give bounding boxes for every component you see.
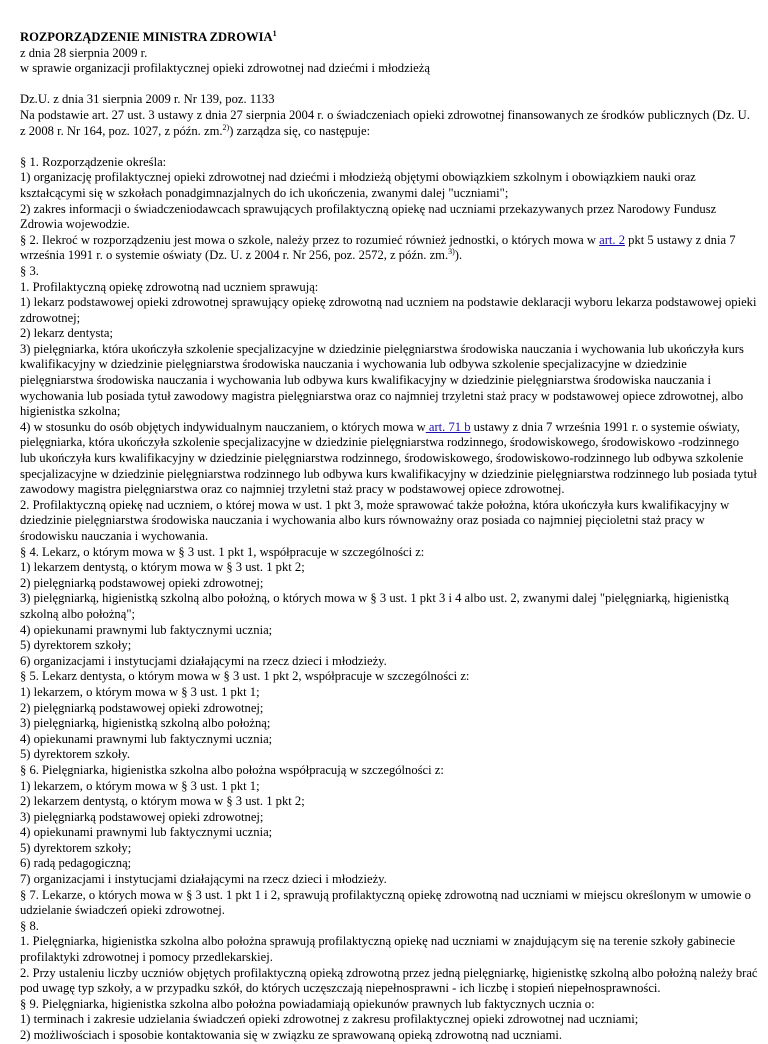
list-item: 5) dyrektorem szkoły.	[20, 747, 131, 762]
document-header	[20, 30, 758, 77]
title-footnote-ref: 1	[272, 28, 277, 38]
regulation-body	[20, 155, 758, 1044]
section-text: 1. Pielęgniarka, higienistka szkolna albo położna sprawują profilaktyczną opiekę nad uczniami w znajdującym się na terenie szkoły gabinecie profilaktyki zdrowotnej i pomocy przedlekarskiej.	[20, 934, 736, 965]
paragraph-5-heading: § 5. Lekarz dentysta, o którym mowa w § 3 ust. 1 pkt 2, współpracuje w szczególności z:	[20, 669, 470, 684]
list-item: 1) lekarz podstawowej opieki zdrowotnej sprawujący opiekę zdrowotną nad uczniem na podstawie deklaracji wyboru lekarza podstawowej opieki zdrowotnej;	[20, 295, 757, 325]
list-item: 4) opiekunami prawnymi lub faktycznymi ucznia;	[20, 622, 273, 637]
list-item: 2) pielęgniarką podstawowej opieki zdrowotnej;	[20, 700, 264, 715]
list-item: 4) opiekunami prawnymi lub faktycznymi ucznia;	[20, 825, 273, 840]
list-item: 6) organizacjami i instytucjami działającymi na rzecz dzieci i młodzieży.	[20, 653, 387, 668]
list-item: 3) pielęgniarką, higienistką szkolną albo położną, o których mowa w § 3 ust. 1 pkt 3 i 4 albo ust. 2, zwanymi dalej "pielęgniarką, higienistką szkolną albo położną";	[20, 591, 729, 621]
list-item	[20, 420, 758, 498]
paragraph-2	[20, 233, 758, 264]
paragraph-4-heading: § 4. Lekarz, o którym mowa w § 3 ust. 1 pkt 1, współpracuje w szczególności z:	[20, 544, 425, 559]
footnote-ref: 2)	[222, 122, 230, 132]
spacer	[20, 139, 758, 155]
art-71b-link[interactable]: art. 71 b	[425, 419, 471, 434]
list-item: 5) dyrektorem szkoły;	[20, 840, 132, 855]
list-item: 2) lekarzem dentystą, o którym mowa w § 3 ust. 1 pkt 2;	[20, 794, 305, 809]
paragraph-text: 4) w stosunku do osób objętych indywidualnym nauczaniem, o których mowa w	[20, 419, 426, 434]
list-item: 1) terminach i zakresie udzielania świadczeń opieki zdrowotnej z zakresu profilaktycznej opieki zdrowotnej nad uczniami;	[20, 1012, 639, 1027]
list-item: 1) lekarzem dentystą, o którym mowa w § 3 ust. 1 pkt 2;	[20, 560, 305, 575]
list-item: 1) lekarzem, o którym mowa w § 3 ust. 1 pkt 1;	[20, 778, 260, 793]
paragraph-8-heading: § 8.	[20, 918, 39, 933]
list-item: 2) zakres informacji o świadczeniodawcach sprawujących profilaktyczną opiekę nad uczniami przekazywanych przez Narodowy Fundusz Zdrowia wojewodzie.	[20, 201, 717, 232]
art-2-link[interactable]: art. 2	[599, 232, 626, 247]
list-item: 3) pielęgniarką podstawowej opieki zdrowotnej;	[20, 809, 264, 824]
list-item: 2) lekarz dentysta;	[20, 326, 114, 341]
legal-basis	[20, 108, 758, 139]
list-item: 1) lekarzem, o którym mowa w § 3 ust. 1 pkt 1;	[20, 684, 260, 699]
title-text: ROZPORZĄDZENIE MINISTRA ZDROWIA	[20, 30, 273, 44]
document-subject: w sprawie organizacji profilaktycznej opieki zdrowotnej nad dziećmi i młodzieżą	[20, 61, 430, 76]
legal-basis-text: Na podstawie art. 27 ust. 3 ustawy z dnia 27 sierpnia 2004 r. o świadczeniach opieki zdrowotnej finansowanych ze środków publicznych (Dz. U. z 2008 r. Nr 164, poz. 1027, z późn. zm.	[20, 107, 750, 138]
list-item: 6) radą pedagogiczną;	[20, 856, 132, 871]
paragraph-3-heading: § 3.	[20, 263, 39, 278]
footnote-ref: 3)	[448, 247, 455, 257]
list-item: 7) organizacjami i instytucjami działającymi na rzecz dzieci i młodzieży.	[20, 872, 387, 887]
paragraph-1-heading: § 1. Rozporządzenie określa:	[20, 154, 167, 169]
list-item: 4) opiekunami prawnymi lub faktycznymi ucznia;	[20, 731, 273, 746]
legal-basis-end: ) zarządza się, co następuje:	[229, 123, 371, 138]
journal-reference: Dz.U. z dnia 31 sierpnia 2009 r. Nr 139, poz. 1133	[20, 92, 275, 107]
list-item: 3) pielęgniarka, która ukończyła szkolenie specjalizacyjne w dziedzinie pielęgniarstwa środowiska nauczania i wychowania lub ukończyła kurs kwalifikacyjny w dziedzinie pielęgniarstwa środowiska nauczania i wychowania lub odbywa szkolenie specjalizacyjne w dziedzinie pielęgniarstwa środowiska nauczania i wychowania lub odbywa kurs kwalifikacyjny w dziedzinie pielęgniarstwa środowiska nauczania i wychowania lub posiada tytuł zawodowy magistra pielęgniarstwa oraz co najmniej trzyletni staż pracy w podstawowej opiece zdrowotnej, albo higienistka szkolna;	[20, 341, 744, 419]
list-item: 5) dyrektorem szkoły;	[20, 638, 132, 653]
paragraph-text: ).	[454, 248, 463, 263]
section-text: 1. Profilaktyczną opiekę zdrowotną nad uczniem sprawują:	[20, 279, 319, 294]
list-item: 2) możliwościach i sposobie kontaktowania się w związku ze sprawowaną opieką zdrowotną nad uczniami.	[20, 1028, 563, 1042]
paragraph-text: § 2. Ilekroć w rozporządzeniu jest mowa o szkole, należy przez to rozumieć również jednostki, o których mowa w	[20, 232, 600, 247]
section-text: 2. Przy ustaleniu liczby uczniów objętych profilaktyczną opieką zdrowotną przez jedną pielęgniarkę, higienistkę szkolną albo położną należy brać pod uwagę typ szkoły, a w przypadku szkół, do których uczęszczają niepełnosprawni - ich liczbę i stopień niepełnosprawności.	[20, 965, 758, 996]
document-title	[20, 30, 758, 46]
document-date: z dnia 28 sierpnia 2009 r.	[20, 45, 148, 60]
paragraph-text: pkt 5 ustawy z dnia 7 września 1991 r. o systemie oświaty (Dz. U. z 2004 r. Nr 256, poz. 2572, z późn. zm.	[20, 232, 736, 263]
section-text: 2. Profilaktyczną opiekę nad uczniem, o której mowa w ust. 1 pkt 3, może sprawować także położna, która ukończyła kurs kwalifikacyjny w dziedzinie pielęgniarstwa środowiska nauczania i wychowania albo kurs równoważny oraz posiada co najmniej pięcioletni staż pracy w środowisku nauczania i wychowania.	[20, 497, 730, 543]
paragraph-9-heading: § 9. Pielęgniarka, higienistka szkolna albo położna powiadamiają opiekunów prawnych lub faktycznych ucznia o:	[20, 996, 595, 1011]
preamble	[20, 92, 758, 139]
list-item: 1) organizację profilaktycznej opieki zdrowotnej nad dziećmi i młodzieżą objętymi obowiązkiem szkolnym i obowiązkiem nauki oraz kształcącymi się w szkołach ponadgimnazjalnych do ich ukończenia, zwanymi dalej "uczniami";	[20, 170, 696, 200]
list-item: 2) pielęgniarką podstawowej opieki zdrowotnej;	[20, 575, 264, 590]
paragraph-7: § 7. Lekarze, o których mowa w § 3 ust. 1 pkt 1 i 2, sprawują profilaktyczną opiekę zdrowotną nad uczniami w miejscu określonym w umowie o udzielanie świadczeń opieki zdrowotnej.	[20, 887, 751, 918]
list-item: 3) pielęgniarką, higienistką szkolną albo położną;	[20, 716, 271, 731]
paragraph-6-heading: § 6. Pielęgniarka, higienistka szkolna albo położna współpracują w szczególności z:	[20, 762, 444, 777]
spacer	[20, 77, 758, 93]
paragraph-text: ustawy z dnia 7 września 1991 r. o systemie oświaty, pielęgniarka, która ukończyła szkolenie specjalizacyjne w dziedzinie pielęgniarstwa rodzinnego, środowiskowego, środowiskowo -rodzinnego lub ukończyła kurs kwalifikacyjny w dziedzinie pielęgniarstwa rodzinnego, środowiskowego, środowiskowo-rodzinnego lub odbywa szkolenie specjalizacyjne w dziedzinie pielęgniarstwa rodzinnego lub odbywa kurs kwalifikacyjny w dziedzinie pielęgniarstwa rodzinnego lub posiada tytuł zawodowy magistra pielęgniarstwa oraz co najmniej trzyletni staż pracy w podstawowej opiece zdrowotnej.	[20, 419, 757, 497]
